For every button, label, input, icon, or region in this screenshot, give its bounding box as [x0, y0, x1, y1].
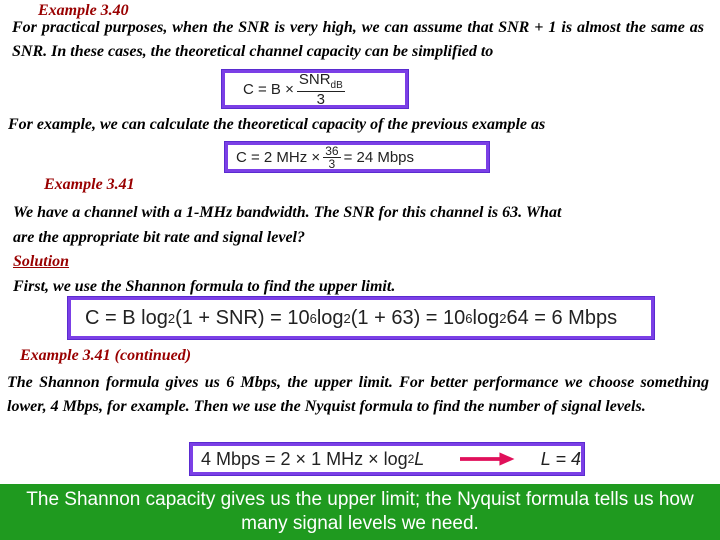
formula-lhs: C = B × [243, 80, 294, 98]
example-intro-text: For example, we can calculate the theoretical capacity of the previous example as [8, 116, 546, 133]
nyquist-formula [190, 443, 584, 475]
fraction-subscript: dB [330, 79, 343, 91]
right-arrow-icon [460, 452, 514, 466]
formula-text-6: 64 = 6 Mbps [506, 306, 618, 329]
formula-fraction [297, 72, 345, 107]
formula-fraction [323, 145, 340, 170]
footer-text: The Shannon capacity gives us the upper limit; the Nyquist formula tells us how many signal levels we need. [26, 489, 694, 534]
formula-text-3: log [316, 306, 344, 329]
example-3-40-paragraph: For practical purposes, when the SNR is very high, we can assume that SNR + 1 is almost the same as SNR. In these cases, the theoretical channel capacity can be simplified to [12, 19, 704, 60]
formula-text-2: (1 + SNR) = 10 [175, 306, 310, 329]
formula-text-1: 4 Mbps = 2 × 1 MHz × log [201, 448, 408, 469]
formula-result: L = 4 [540, 448, 581, 469]
log-base-subscript: 2 [407, 452, 415, 466]
fraction-numerator: SNR [298, 70, 331, 88]
formula-lhs: C = 2 MHz × [236, 148, 321, 166]
summary-footer [0, 484, 720, 540]
formula-variable: L [414, 448, 425, 469]
formula-text-5: log [472, 306, 500, 329]
log-base-subscript: 2 [167, 310, 176, 326]
simplified-capacity-formula [222, 70, 408, 108]
exponent-superscript: 6 [309, 310, 317, 326]
example-3-40-heading: Example 3.40 [38, 2, 129, 19]
example-3-41-continued-paragraph: The Shannon formula gives us 6 Mbps, the upper limit. For better performance we choose something lower, 4 Mbps, for example. Then we use the Nyquist formula to find the number of signal levels. [7, 374, 709, 415]
example-3-41-continued-heading: Example 3.41 (continued) [20, 347, 192, 364]
fraction-denominator: 3 [328, 156, 336, 171]
example-3-41-line-2: are the appropriate bit rate and signal level? [13, 229, 305, 246]
example-3-41-heading: Example 3.41 [44, 176, 135, 193]
formula-text-4: (1 + 63) = 10 [350, 306, 466, 329]
formula-rhs: = 24 Mbps [343, 148, 415, 166]
formula-text-1: C = B log [85, 306, 168, 329]
solution-label: Solution [13, 253, 70, 270]
fraction-numerator: 36 [325, 143, 339, 158]
log-base-subscript: 2 [343, 310, 351, 326]
exponent-superscript: 6 [465, 310, 473, 326]
example-3-41-line-1: We have a channel with a 1-MHz bandwidth. The SNR for this channel is 63. What [13, 204, 562, 221]
example-3-41-line-3: First, we use the Shannon formula to find the upper limit. [13, 278, 396, 295]
log-base-subscript: 2 [499, 310, 507, 326]
fraction-denominator: 3 [316, 90, 325, 108]
shannon-formula [68, 297, 654, 339]
capacity-calculation-formula [225, 142, 489, 172]
